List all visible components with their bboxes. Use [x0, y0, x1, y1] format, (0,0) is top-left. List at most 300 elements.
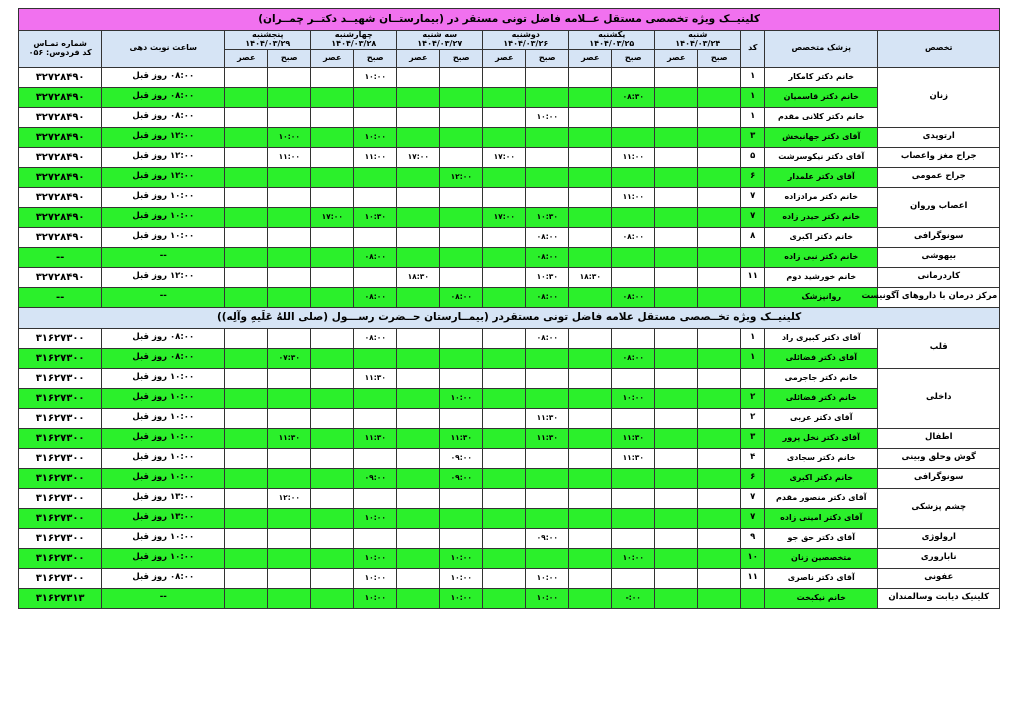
slot-cell: [397, 508, 440, 528]
slot-cell: [268, 207, 311, 227]
slot-cell: [569, 508, 612, 528]
code-cell: ۱۱: [741, 267, 765, 287]
specialty-cell: گوش وحلق وبینی: [878, 448, 1000, 468]
table-row: [19, 247, 1000, 267]
header-day: [311, 31, 397, 50]
day-name: شنبه: [688, 30, 708, 39]
slot-cell: [698, 348, 741, 368]
slot-cell: [526, 508, 569, 528]
code-cell: ۷: [741, 508, 765, 528]
doctor-cell: خانم دکتر سجادی: [765, 448, 878, 468]
slot-cell: [268, 468, 311, 488]
slot-cell: ۱۸:۳۰: [569, 267, 612, 287]
slot-cell: ۱۰:۰۰: [526, 568, 569, 588]
slot-cell: [225, 127, 268, 147]
slot-cell: [655, 207, 698, 227]
specialty-cell: عفونی: [878, 568, 1000, 588]
header-evening: عصر: [655, 49, 698, 67]
slot-cell: [655, 388, 698, 408]
slot-cell: [698, 488, 741, 508]
contact-label: شماره تمـاس: [33, 39, 87, 48]
slot-cell: [612, 107, 655, 127]
header-row: [19, 31, 1000, 50]
phone-cell: ۳۱۶۲۷۳۰۰: [19, 468, 102, 488]
slot-cell: [311, 127, 354, 147]
slot-cell: [612, 468, 655, 488]
slot-cell: [397, 588, 440, 608]
specialty-cell: اعصاب وروان: [878, 187, 1000, 227]
slot-cell: [397, 107, 440, 127]
appointment-cell: ۱۰:۰۰ روز قبل: [102, 187, 225, 207]
slot-cell: [268, 368, 311, 388]
slot-cell: [311, 528, 354, 548]
header-evening: عصر: [483, 49, 526, 67]
slot-cell: [397, 247, 440, 267]
slot-cell: ۰۷:۳۰: [268, 348, 311, 368]
header-morning: صبح: [526, 49, 569, 67]
appointment-cell: ۰۸:۰۰ روز قبل: [102, 107, 225, 127]
slot-cell: [526, 488, 569, 508]
header-day: [225, 31, 311, 50]
slot-cell: ۱۷:۰۰: [397, 147, 440, 167]
slot-cell: ۰۸:۰۰: [612, 348, 655, 368]
slot-cell: [569, 107, 612, 127]
section-title-row: [19, 307, 1000, 328]
slot-cell: [569, 167, 612, 187]
slot-cell: [311, 448, 354, 468]
slot-cell: [268, 287, 311, 307]
slot-cell: [483, 187, 526, 207]
slot-cell: [225, 568, 268, 588]
code-cell: ۶: [741, 167, 765, 187]
slot-cell: [569, 368, 612, 388]
slot-cell: [483, 247, 526, 267]
slot-cell: [397, 468, 440, 488]
table-row: [19, 468, 1000, 488]
appointment-cell: ۱۲:۰۰ روز قبل: [102, 127, 225, 147]
schedule-sheet: [18, 8, 999, 609]
slot-cell: [440, 67, 483, 87]
doctor-cell: آقای دکتر نخل پرور: [765, 428, 878, 448]
header-day: [655, 31, 741, 50]
table-row: [19, 528, 1000, 548]
slot-cell: ۰۹:۰۰: [440, 468, 483, 488]
slot-cell: [569, 348, 612, 368]
header-day: [483, 31, 569, 50]
table-row: [19, 167, 1000, 187]
slot-cell: ۰۸:۰۰: [354, 287, 397, 307]
phone-cell: ۳۲۷۲۸۴۹۰: [19, 107, 102, 127]
slot-cell: ۱۱:۰۰: [612, 147, 655, 167]
slot-cell: [698, 187, 741, 207]
slot-cell: [483, 267, 526, 287]
appointment-cell: ۱۲:۰۰ روز قبل: [102, 167, 225, 187]
slot-cell: ۰۸:۰۰: [354, 247, 397, 267]
slot-cell: [397, 127, 440, 147]
phone-cell: ۳۲۷۲۸۴۹۰: [19, 207, 102, 227]
day-date: ۱۴۰۴/۰۳/۲۵: [589, 38, 635, 48]
doctor-cell: خانم دکتر جاجرمی: [765, 368, 878, 388]
slot-cell: [440, 87, 483, 107]
header-morning: صبح: [440, 49, 483, 67]
slot-cell: [526, 368, 569, 388]
phone-cell: ۳۱۶۲۷۳۰۰: [19, 448, 102, 468]
slot-cell: [698, 267, 741, 287]
header-contact: [19, 31, 102, 68]
slot-cell: ۱۱:۳۰: [526, 428, 569, 448]
slot-cell: [311, 187, 354, 207]
header-day: [569, 31, 655, 50]
appointment-cell: ۱۰:۰۰ روز قبل: [102, 388, 225, 408]
appointment-cell: ۱۳:۰۰ روز قبل: [102, 488, 225, 508]
slot-cell: [698, 207, 741, 227]
slot-cell: [569, 588, 612, 608]
slot-cell: [440, 247, 483, 267]
slot-cell: [612, 408, 655, 428]
day-name: دوشنبه: [511, 30, 540, 39]
slot-cell: [698, 368, 741, 388]
slot-cell: [225, 207, 268, 227]
slot-cell: [483, 227, 526, 247]
slot-cell: ۱۰:۰۰: [612, 388, 655, 408]
slot-cell: ۰۹:۰۰: [354, 468, 397, 488]
slot-cell: [268, 388, 311, 408]
slot-cell: [483, 548, 526, 568]
slot-cell: [569, 428, 612, 448]
slot-cell: [397, 428, 440, 448]
slot-cell: [698, 127, 741, 147]
slot-cell: [612, 267, 655, 287]
code-cell: ۷: [741, 187, 765, 207]
slot-cell: [526, 187, 569, 207]
header-code: کد: [741, 31, 765, 68]
table-row: [19, 328, 1000, 348]
appointment-cell: --: [102, 588, 225, 608]
slot-cell: [311, 147, 354, 167]
specialty-cell: ارتوپدی: [878, 127, 1000, 147]
slot-cell: [397, 167, 440, 187]
slot-cell: [354, 267, 397, 287]
slot-cell: [655, 147, 698, 167]
slot-cell: [483, 87, 526, 107]
slot-cell: [311, 588, 354, 608]
slot-cell: ۰۹:۰۰: [440, 448, 483, 468]
slot-cell: [655, 227, 698, 247]
code-cell: ۲: [741, 408, 765, 428]
specialty-cell: زنان: [878, 67, 1000, 127]
header-evening: عصر: [397, 49, 440, 67]
slot-cell: [354, 488, 397, 508]
slot-cell: [655, 267, 698, 287]
slot-cell: ۱۷:۰۰: [483, 147, 526, 167]
phone-cell: ۳۱۶۲۷۳۰۰: [19, 368, 102, 388]
slot-cell: [440, 267, 483, 287]
day-date: ۱۴۰۴/۰۳/۲۹: [245, 38, 291, 48]
phone-cell: ۳۱۶۲۷۳۰۰: [19, 328, 102, 348]
slot-cell: [698, 448, 741, 468]
slot-cell: [268, 167, 311, 187]
table-row: [19, 187, 1000, 207]
slot-cell: [268, 87, 311, 107]
slot-cell: ۱۰:۰۰: [354, 67, 397, 87]
slot-cell: [483, 488, 526, 508]
slot-cell: [483, 428, 526, 448]
slot-cell: [397, 448, 440, 468]
slot-cell: [311, 488, 354, 508]
slot-cell: [655, 528, 698, 548]
slot-cell: [397, 528, 440, 548]
appointment-cell: ۱۰:۰۰ روز قبل: [102, 408, 225, 428]
phone-cell: ۳۱۶۲۷۳۰۰: [19, 348, 102, 368]
slot-cell: [440, 508, 483, 528]
slot-cell: [655, 67, 698, 87]
appointment-cell: --: [102, 247, 225, 267]
slot-cell: ۱۱:۳۰: [440, 428, 483, 448]
slot-cell: [526, 548, 569, 568]
slot-cell: [655, 348, 698, 368]
slot-cell: ۱۰:۰۰: [440, 588, 483, 608]
slot-cell: [569, 468, 612, 488]
appointment-cell: ۱۳:۰۰ روز قبل: [102, 508, 225, 528]
slot-cell: [655, 508, 698, 528]
slot-cell: [354, 408, 397, 428]
slot-cell: [483, 67, 526, 87]
slot-cell: [569, 528, 612, 548]
phone-cell: ۳۲۷۲۸۴۹۰: [19, 167, 102, 187]
slot-cell: [655, 488, 698, 508]
code-cell: ۱: [741, 348, 765, 368]
slot-cell: [483, 107, 526, 127]
slot-cell: [569, 548, 612, 568]
slot-cell: [397, 67, 440, 87]
slot-cell: ۱۰:۰۰: [526, 107, 569, 127]
slot-cell: [698, 227, 741, 247]
slot-cell: ۱۱:۰۰: [612, 187, 655, 207]
slot-cell: [569, 388, 612, 408]
slot-cell: [268, 227, 311, 247]
doctor-cell: خانم دکتر حیدر زاده: [765, 207, 878, 227]
doctor-cell: خانم دکتر قاسمیان: [765, 87, 878, 107]
doctor-cell: خانم دکتر کلانی مقدم: [765, 107, 878, 127]
phone-cell: --: [19, 247, 102, 267]
appointment-cell: ۱۰:۰۰ روز قبل: [102, 468, 225, 488]
code-cell: ۸: [741, 227, 765, 247]
slot-cell: [612, 127, 655, 147]
appointment-cell: ۱۰:۰۰ روز قبل: [102, 528, 225, 548]
slot-cell: [397, 348, 440, 368]
slot-cell: ۱۰:۰۰: [526, 588, 569, 608]
doctor-cell: خانم دکتر اکبری: [765, 227, 878, 247]
slot-cell: ۰۸:۰۰: [526, 328, 569, 348]
appointment-cell: ۰۸:۰۰ روز قبل: [102, 328, 225, 348]
slot-cell: [612, 528, 655, 548]
slot-cell: [397, 87, 440, 107]
phone-cell: ۳۲۷۲۸۴۹۰: [19, 67, 102, 87]
specialty-cell: ارولوژی: [878, 528, 1000, 548]
appointment-cell: ۱۰:۰۰ روز قبل: [102, 207, 225, 227]
slot-cell: [612, 488, 655, 508]
table-row: [19, 588, 1000, 608]
table-row: [19, 428, 1000, 448]
slot-cell: [526, 87, 569, 107]
slot-cell: [569, 328, 612, 348]
slot-cell: [483, 448, 526, 468]
slot-cell: [225, 227, 268, 247]
slot-cell: [569, 87, 612, 107]
slot-cell: [225, 468, 268, 488]
code-cell: ۱۰: [741, 548, 765, 568]
slot-cell: ۱۲:۰۰: [440, 167, 483, 187]
doctor-cell: خانم دکتر نبی زاده: [765, 247, 878, 267]
appointment-cell: ۱۲:۰۰ روز قبل: [102, 267, 225, 287]
slot-cell: [268, 328, 311, 348]
slot-cell: [569, 488, 612, 508]
slot-cell: [225, 328, 268, 348]
slot-cell: [483, 588, 526, 608]
slot-cell: [655, 287, 698, 307]
slot-cell: [268, 67, 311, 87]
phone-cell: ۳۲۷۲۸۴۹۰: [19, 187, 102, 207]
slot-cell: [612, 247, 655, 267]
code-cell: ۹: [741, 528, 765, 548]
slot-cell: [225, 187, 268, 207]
code-cell: ۲: [741, 388, 765, 408]
appointment-cell: --: [102, 287, 225, 307]
slot-cell: [225, 368, 268, 388]
specialty-cell: جراح عمومی: [878, 167, 1000, 187]
slot-cell: [569, 147, 612, 167]
slot-cell: ۱۱:۳۰: [268, 428, 311, 448]
slot-cell: ۱۱:۳۰: [612, 448, 655, 468]
slot-cell: ۱۲:۰۰: [268, 488, 311, 508]
slot-cell: ۱۱:۳۰: [354, 428, 397, 448]
slot-cell: [225, 348, 268, 368]
appointment-cell: ۰۸:۰۰ روز قبل: [102, 348, 225, 368]
slot-cell: [698, 67, 741, 87]
doctor-cell: متخصصین زنان: [765, 548, 878, 568]
slot-cell: [354, 227, 397, 247]
phone-cell: ۳۱۶۲۷۳۰۰: [19, 528, 102, 548]
table-row: [19, 508, 1000, 528]
slot-cell: [612, 167, 655, 187]
slot-cell: [698, 408, 741, 428]
slot-cell: [354, 87, 397, 107]
slot-cell: ۱۱:۳۰: [526, 408, 569, 428]
table-row: [19, 368, 1000, 388]
slot-cell: [655, 328, 698, 348]
slot-cell: [397, 548, 440, 568]
slot-cell: [569, 287, 612, 307]
slot-cell: [225, 388, 268, 408]
slot-cell: [225, 528, 268, 548]
appointment-cell: ۱۰:۰۰ روز قبل: [102, 548, 225, 568]
slot-cell: [440, 187, 483, 207]
table-row: [19, 107, 1000, 127]
slot-cell: [268, 267, 311, 287]
table-row: [19, 127, 1000, 147]
slot-cell: [311, 548, 354, 568]
slot-cell: [397, 408, 440, 428]
slot-cell: ۰۸:۰۰: [526, 287, 569, 307]
slot-cell: [311, 267, 354, 287]
slot-cell: ۱۷:۰۰: [483, 207, 526, 227]
slot-cell: ۰۸:۰۰: [612, 227, 655, 247]
slot-cell: ۰۸:۰۰: [526, 227, 569, 247]
slot-cell: [225, 287, 268, 307]
slot-cell: [483, 568, 526, 588]
code-cell: ۱: [741, 87, 765, 107]
slot-cell: [655, 167, 698, 187]
slot-cell: [440, 348, 483, 368]
slot-cell: [483, 528, 526, 548]
doctor-cell: آقای دکتر منصور مقدم: [765, 488, 878, 508]
appointment-cell: ۰۸:۰۰ روز قبل: [102, 87, 225, 107]
slot-cell: [311, 428, 354, 448]
slot-cell: [569, 408, 612, 428]
slot-cell: [397, 368, 440, 388]
slot-cell: ۱۰:۰۰: [440, 548, 483, 568]
slot-cell: [526, 67, 569, 87]
header-morning: صبح: [612, 49, 655, 67]
slot-cell: ۱۱:۳۰: [612, 428, 655, 448]
appointment-cell: ۰۸:۰۰ روز قبل: [102, 67, 225, 87]
slot-cell: [655, 368, 698, 388]
header-morning: صبح: [354, 49, 397, 67]
doctor-cell: خانم دکتر اکبری: [765, 468, 878, 488]
phone-cell: --: [19, 287, 102, 307]
phone-cell: ۳۱۶۲۷۳۰۰: [19, 488, 102, 508]
header-specialty: تخصص: [878, 31, 1000, 68]
slot-cell: [225, 247, 268, 267]
table-row: [19, 147, 1000, 167]
doctor-cell: آقای دکتر عربی: [765, 408, 878, 428]
specialty-cell: سونوگرافی: [878, 468, 1000, 488]
slot-cell: [268, 568, 311, 588]
doctor-cell: خانم دکتر فضائلی: [765, 388, 878, 408]
slot-cell: ۰۸:۰۰: [612, 287, 655, 307]
slot-cell: [526, 167, 569, 187]
slot-cell: [698, 147, 741, 167]
slot-cell: [612, 207, 655, 227]
code-cell: ۳: [741, 127, 765, 147]
slot-cell: [311, 227, 354, 247]
slot-cell: [698, 107, 741, 127]
doctor-cell: آقای دکتر کبیری راد: [765, 328, 878, 348]
slot-cell: [698, 588, 741, 608]
slot-cell: ۰۹:۰۰: [526, 528, 569, 548]
specialty-cell: کلینیک دیابت وسالمندان: [878, 588, 1000, 608]
header-evening: عصر: [225, 49, 268, 67]
slot-cell: [440, 207, 483, 227]
slot-cell: [483, 388, 526, 408]
slot-cell: [698, 287, 741, 307]
specialty-cell: داخلی: [878, 368, 1000, 428]
slot-cell: [225, 588, 268, 608]
doctor-cell: خانم نیکبخت: [765, 588, 878, 608]
slot-cell: [655, 448, 698, 468]
appointment-cell: ۱۲:۰۰ روز قبل: [102, 147, 225, 167]
header-appointment: ساعت نوبت دهی: [102, 31, 225, 68]
slot-cell: [311, 287, 354, 307]
slot-cell: [698, 167, 741, 187]
slot-cell: [311, 167, 354, 187]
slot-cell: [311, 107, 354, 127]
slot-cell: [655, 548, 698, 568]
slot-cell: [354, 107, 397, 127]
slot-cell: [268, 408, 311, 428]
slot-cell: ۰۸:۰۰: [354, 328, 397, 348]
slot-cell: [612, 508, 655, 528]
